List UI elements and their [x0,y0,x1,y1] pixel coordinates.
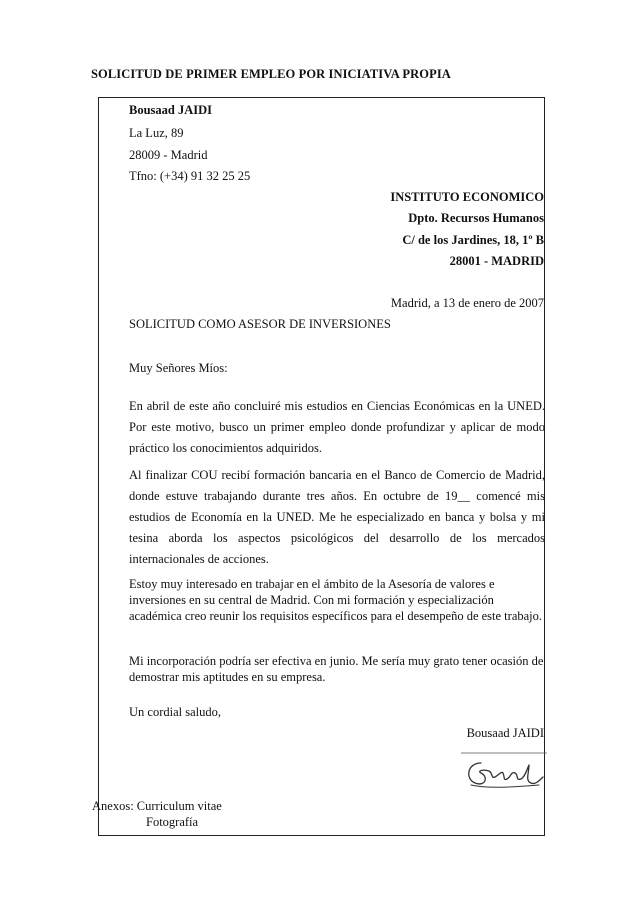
letter-greeting: Muy Señores Míos: [129,361,228,375]
sender-name: Bousaad JAIDI [129,103,213,117]
recipient-department: Dpto. Recursos Humanos [408,211,544,225]
annexes [92,798,222,830]
sender-city: 28009 - Madrid [129,148,208,162]
handwritten-signature-icon [459,747,549,793]
signature-name: Bousaad JAIDI [466,726,544,740]
annex-item-photo: Fotografía [146,815,199,829]
recipient-address: C/ de los Jardines, 18, 1º B [402,233,544,247]
recipient-company: INSTITUTO ECONOMICO [390,190,544,204]
body-paragraph-1: En abril de este año concluiré mis estudios en Ciencias Económicas en la UNED. Por este motivo, busco un primer empleo donde profundizar y aplicar de modo práctico los conocimientos adquiridos. [129,399,545,455]
body-paragraph-2: Al finalizar COU recibí formación bancaria en el Banco de Comercio de Madrid, donde estuve trabajando durante tres años. En octubre de 19__ comencé mis estudios de Economía en la UNED. Me he especializado en banca y bolsa y mi tesina aborda los aspectos psicológicos del desarrollo de los mercados internacionales de acciones. [129,468,545,566]
sender-street: La Luz, 89 [129,126,184,140]
letter-date: Madrid, a 13 de enero de 2007 [390,296,544,310]
letter-frame [92,97,545,836]
annex-label: Anexos: Curriculum vitae [92,799,222,813]
sender-phone: Tfno: (+34) 91 32 25 25 [129,169,251,183]
letter-closing: Un cordial saludo, [129,705,221,719]
body-paragraph-4: Mi incorporación podría ser efectiva en junio. Me sería muy grato tener ocasión de demostrar mis aptitudes en su empresa. [129,654,544,684]
recipient-city: 28001 - MADRID [449,254,544,268]
document-title: SOLICITUD DE PRIMER EMPLEO POR INICIATIVA PROPIA [91,67,451,81]
letter-subject: SOLICITUD COMO ASESOR DE INVERSIONES [129,317,391,331]
body-paragraph-3: Estoy muy interesado en trabajar en el ámbito de la Asesoría de valores e inversiones en su central de Madrid. Con mi formación y especialización académica creo reunir los requisitos específicos para el desempeño de este trabajo. [129,577,543,623]
